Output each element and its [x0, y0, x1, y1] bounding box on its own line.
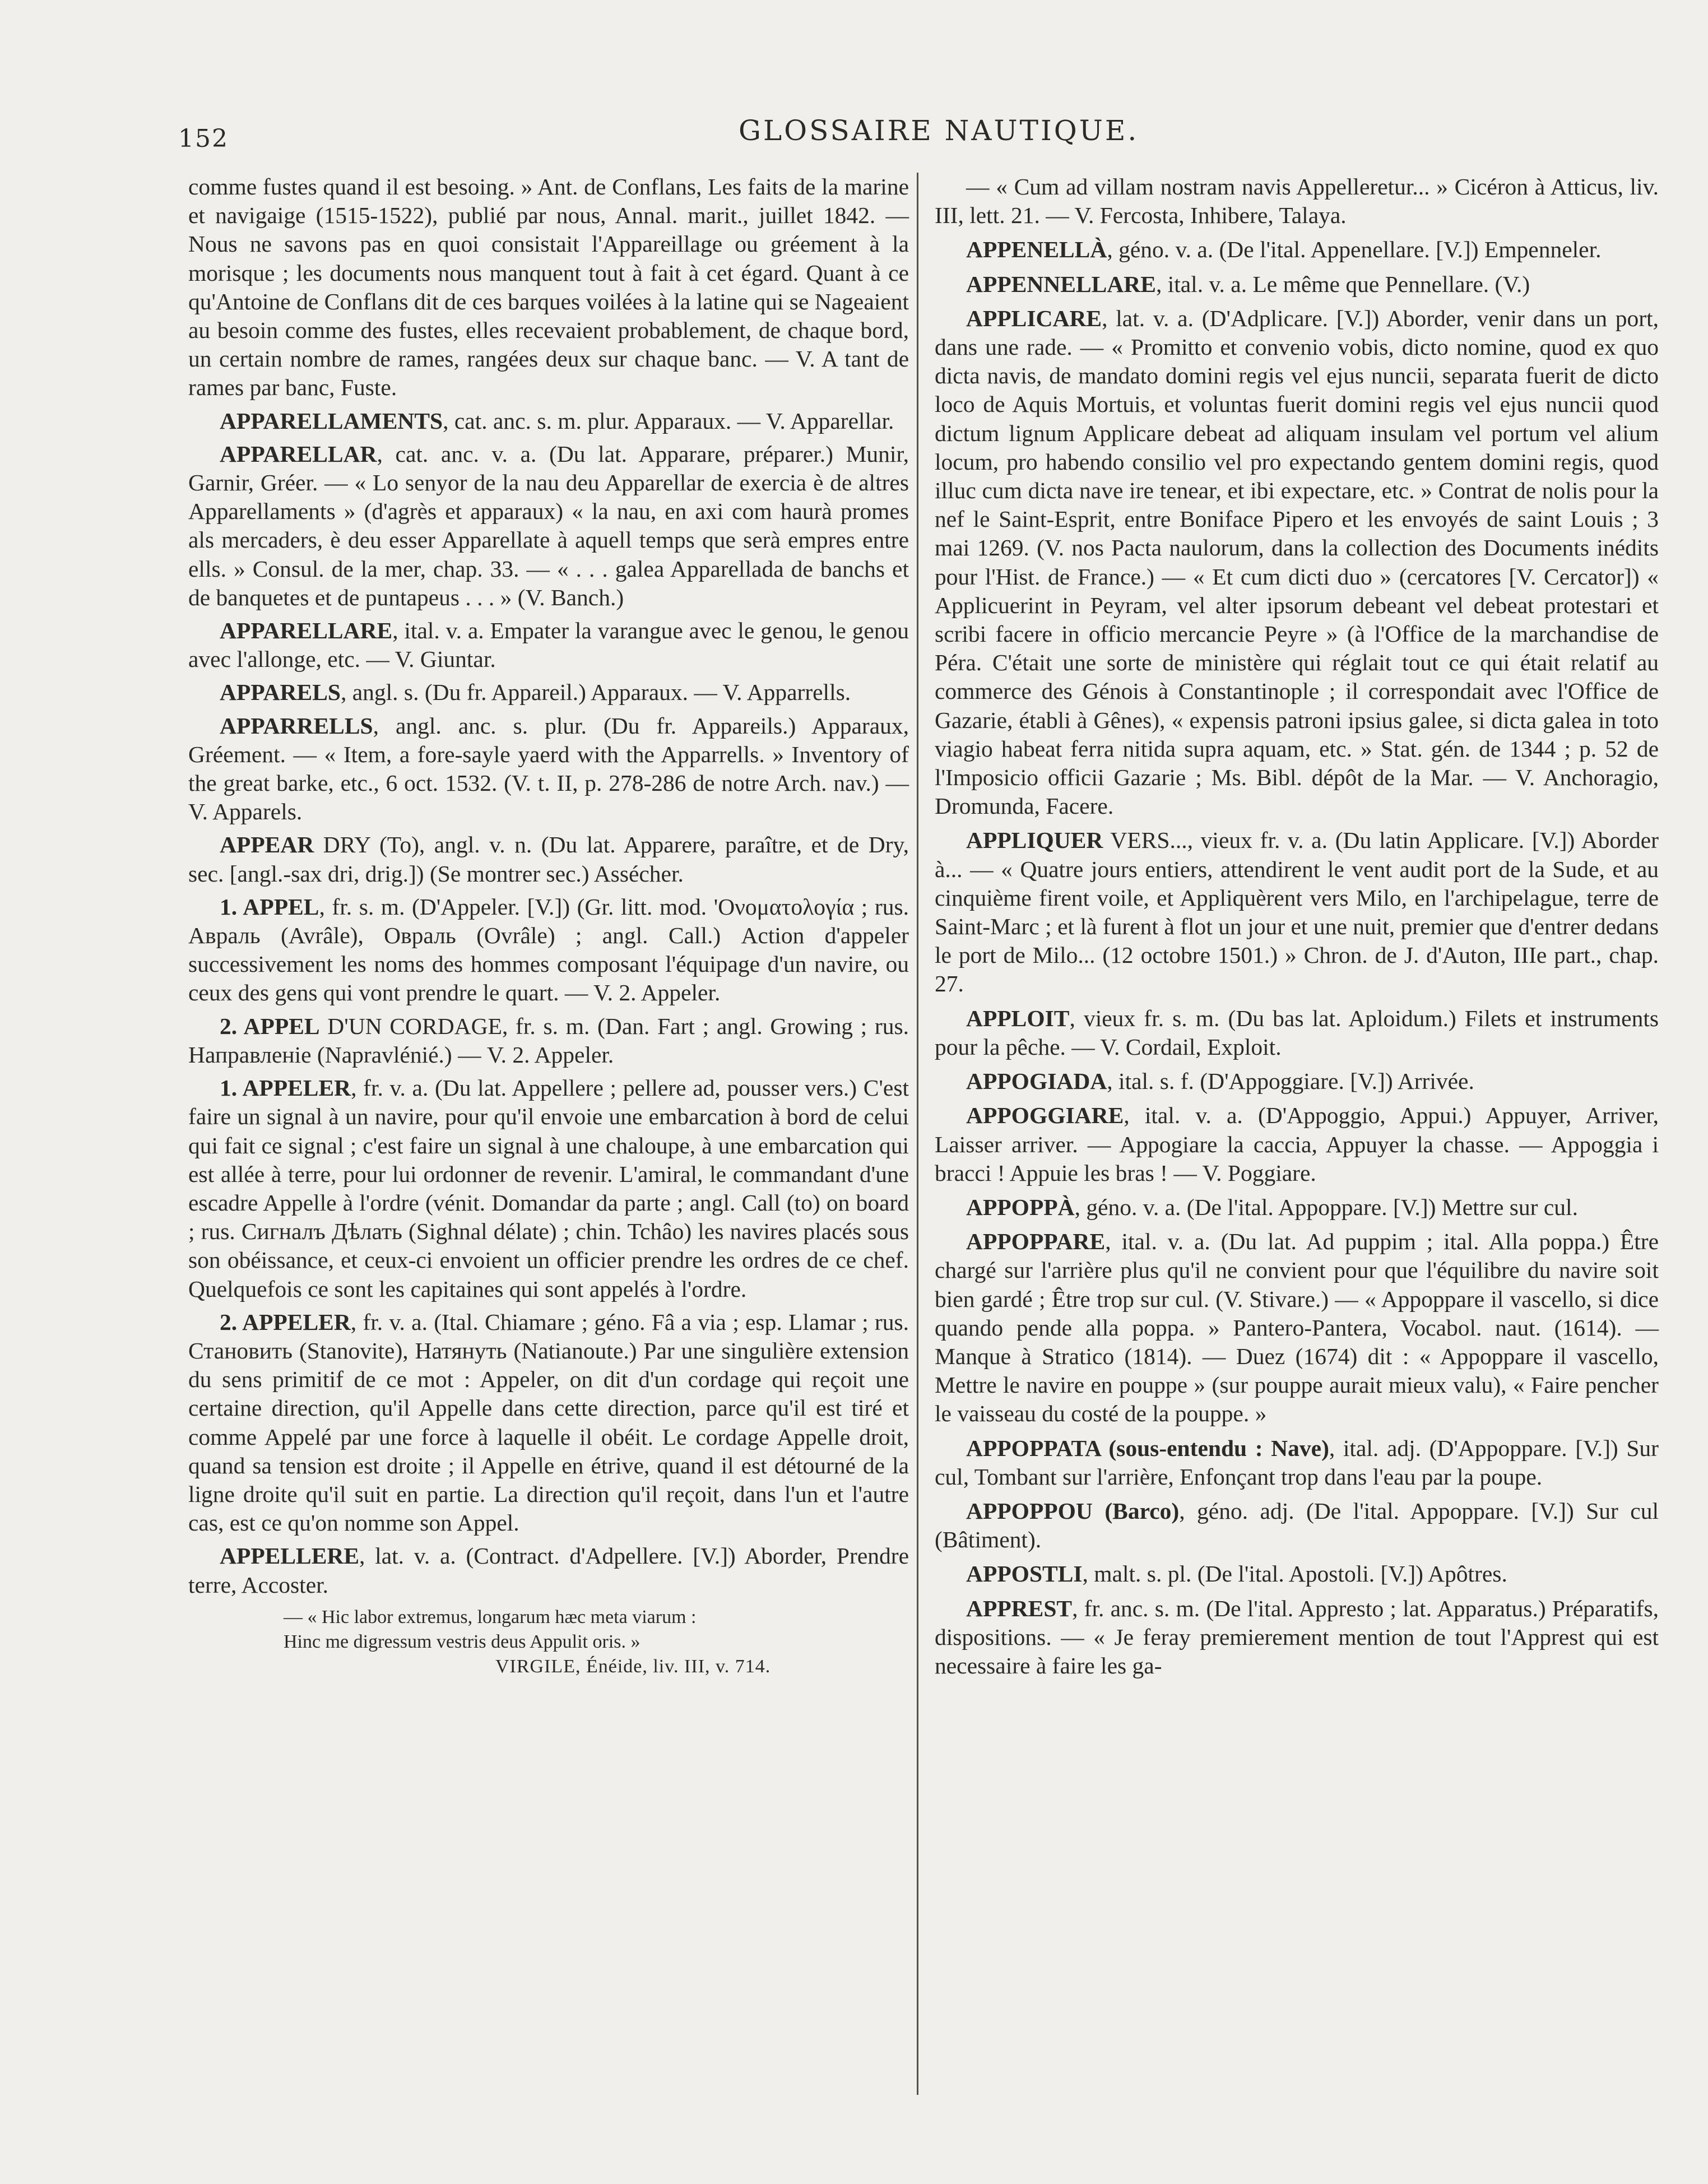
entry-appoppare: APPOPPARE, ital. v. a. (Du lat. Ad puppim ; ital. Alla poppa.) Être chargé sur l'arrière plus qu'il ne convient pour que l'équilibre du navire soit bien gardé ; Être trop sur cul. (V. Stivare.) — « Appoppare il vascello, si dice quando pende alla poppa. » Pantero-Pantera, Vocabol. naut. (1614). — Manque à Stratico (1814). — Duez (1674) dit : « Appoppare il vascello, Mettre le navire en pouppe » (sur pouppe aurait mieux valu), « Faire pencher le vaisseau du costé de la pouppe. »	[935, 1228, 1659, 1427]
entry-applicare: APPLICARE, lat. v. a. (D'Adplicare. [V.]) Aborder, venir dans un port, dans une rade. — « Promitto et convenio vobis, dicto nomine, quod ex quo dicta navis, de mandato domini regis vel ejus nuncii, separata fuerit de dicto loco de Aquis Mortuis, et voluntas fuerit domini regis vel ejus nuncii quod dictum lignum Applicare debeat ad aliquam insulam vel portum vel alium locum, pro habendo consilio vel pro expectando gentem domini regis, quod illuc cum dicta nave ire tenear, et ibi expectare, etc. » Contrat de nolis pour la nef le Saint-Esprit, entre Boniface Pipero et les envoyés de saint Louis ; 3 mai 1269. (V. nos Pacta naulorum, dans la collection des Documents inédits pour l'Hist. de France.) — « Et cum dicti duo » (cercatores [V. Cercator]) « Applicuerint in Peyram, vel alter ipsorum debeant vel debeat protestari et scribi facere in officio mercancie Peyre » (à l'Office de la marchandise de Péra. C'était une sorte de ministère qui réglait tout ce qui était relatif au commerce des Génois à Constantinople ; il correspondait avec l'Office de Gazarie, établi à Gênes), « expensis patroni ipsius galee, si dicta galea in toto viagio habeat ferra nitida supra aquam, etc. » Stat. gén. de 1344 ; p. 52 de l'Imposicio officii Gazarie ; Ms. Bibl. dépôt de la Mar. — V. Anchoragio, Dromunda, Facere.	[935, 305, 1659, 819]
quote-line-1: — « Hic labor extremus, longarum hæc meta viarum :	[284, 1606, 697, 1627]
entry-cicero-quote: — « Cum ad villam nostram navis Appelleretur... » Cicéron à Atticus, liv. III, lett. 21. — V. Fercosta, Inhibere, Talaya.	[935, 174, 1659, 229]
column-rule	[917, 173, 918, 2095]
running-head: GLOSSAIRE NAUTIQUE.	[739, 114, 1139, 147]
entry-appellere: APPELLERE, lat. v. a. (Contract. d'Adpellere. [V.]) Aborder, Prendre terre, Accoster.	[188, 1543, 909, 1598]
entry-appoppata: APPOPPATA (sous-entendu : Nave), ital. adj. (D'Appoppare. [V.]) Sur cul, Tombant sur l'arrière, Enfonçant trop dans l'eau par la poupe.	[935, 1435, 1659, 1490]
quote-attribution: VIRGILE, Énéide, liv. III, v. 714.	[495, 1656, 771, 1677]
entry-appeler-2: 2. APPELER, fr. v. a. (Ital. Chiamare ; géno. Fâ a via ; esp. Llamar ; rus. Становить (Stanovite), Натянуть (Natianoute.) Par une singulière extension du sens primitif de ce mot : Appeler, on dit d'un cordage qui reçoit une certaine direction, qu'il Appelle dans cette direction, parce qu'il est tiré et comme Appelé par une force à laquelle il obéit. Le cordage Appelle droit, quand sa tension est droite ; il Appelle en étrive, quand il est détourné de la ligne droite qu'il suit en partie. La direction qu'il reçoit, dans l'un et l'autre cas, est ce qu'on nomme son Appel.	[188, 1309, 909, 1536]
entry-continuation: comme fustes quand il est besoing. » Ant. de Conflans, Les faits de la marine et navigaige (1515-1522), publié par nous, Annal. marit., juillet 1842. — Nous ne savons pas en quoi consistait l'Appareillage ou gréement à la morisque ; les documents nous manquent tout à fait à cet égard. Quant à ce qu'Antoine de Conflans dit de ces barques voilées à la latine qui se Nageaient au besoin comme des fustes, elles recevaient probablement, de chaque bord, un certain nombre de rames, rangées deux sur chaque banc. — V. A tant de rames par banc, Fuste.	[188, 174, 909, 401]
entry-apparellar: APPARELLAR, cat. anc. v. a. (Du lat. Apparare, préparer.) Munir, Garnir, Gréer. — « Lo senyor de la nau deu Apparellar de exercia è de altres Apparellaments » (d'agrès et apparaux) « la nau, en axi com haurà promes als mercaders, è deu esser Apparellate à aquell temps que serà empres entre ells. » Consul. de la mer, chap. 33. — « . . . galea Apparellada de banchs et de banquetes et de puntapeus . . . » (V. Banch.)	[188, 440, 909, 610]
left-column	[188, 173, 909, 1679]
entry-appenella: APPENELLÀ, géno. v. a. (De l'ital. Appenellare. [V.]) Empenneler.	[966, 237, 1602, 263]
entry-apparrells: APPARRELLS, angl. anc. s. plur. (Du fr. Appareils.) Apparaux, Gréement. — « Item, a fore-sayle yaerd with the Apparrells. » Inventory of the great barke, etc., 6 oct. 1532. (V. t. II, p. 278-286 de notre Arch. nav.) — V. Apparels.	[188, 712, 909, 825]
entry-apparellare: APPARELLARE, ital. v. a. Empater la varangue avec le genou, le genou avec l'allonge, etc. — V. Giuntar.	[188, 618, 909, 673]
entry-appeler-1: 1. APPELER, fr. v. a. (Du lat. Appellere ; pellere ad, pousser vers.) C'est faire un signal à un navire, pour qu'il envoie une embarcation à bord de celui qui fait ce signal ; c'est faire un signal à une chaloupe, à une embarcation qui est allée à terre, pour lui ordonner de revenir. L'amiral, le commandant d'une escadre Appelle à l'ordre (vénit. Domandar da parte ; angl. Call (to) on board ; rus. Сигналъ Дѣлать (Sighnal délate) ; chin. Tchâo) les navires placés sous son obéissance, et ceux-ci envoient un officier prendre les ordres de ce chef. Quelquefois ce sont les capitaines qui sont appelés à l'ordre.	[188, 1075, 909, 1302]
entry-appostli: APPOSTLI, malt. s. pl. (De l'ital. Apostoli. [V.]) Apôtres.	[966, 1561, 1507, 1587]
entry-appel-dun-cordage: 2. APPEL D'UN CORDAGE, fr. s. m. (Dan. Fart ; angl. Growing ; rus. Направленіе (Napravlénié.) — V. 2. Appeler.	[188, 1013, 909, 1068]
page-number: 152	[178, 124, 229, 153]
entry-apprest: APPREST, fr. anc. s. m. (De l'ital. Appresto ; lat. Apparatus.) Préparatifs, dispositions. — « Je feray premierement mention de tout l'Apprest qui est necessaire à faire les ga-	[935, 1595, 1659, 1678]
entry-apploit: APPLOIT, vieux fr. s. m. (Du bas lat. Aploidum.) Filets et instruments pour la pêche. — V. Cordail, Exploit.	[935, 1005, 1659, 1060]
quote-line-2: Hinc me digressum vestris deus Appulit oris. »	[284, 1631, 640, 1652]
entry-appoggiare: APPOGGIARE, ital. v. a. (D'Appoggio, Appui.) Appuyer, Arriver, Laisser arriver. — Appogiare la caccia, Appuyer la chasse. — Appoggia i bracci ! Appuie les bras ! — V. Poggiare.	[935, 1102, 1659, 1186]
right-column	[935, 173, 1659, 1680]
virgil-quote	[188, 1605, 909, 1679]
entry-appoppou: APPOPPOU (Barco), géno. adj. (De l'ital. Appoppare. [V.]) Sur cul (Bâtiment).	[935, 1497, 1659, 1553]
entry-appennellare: APPENNELLARE, ital. v. a. Le même que Pennellare. (V.)	[966, 271, 1530, 297]
entry-appoppa: APPOPPÀ, géno. v. a. (De l'ital. Appoppare. [V.]) Mettre sur cul.	[966, 1194, 1578, 1220]
entry-appliquer-vers: APPLIQUER VERS..., vieux fr. v. a. (Du latin Applicare. [V.]) Aborder à... — « Quatre jours entiers, attendirent le vent audit port de la Sude, et au cinquième firent voile, et Appliquèrent vers Milo, en l'archipelague, terre de Saint-Marc ; et là furent à flot un jour et une nuit, premier que d'entrer dedans le port de Milo... (12 octobre 1501.) » Chron. de J. d'Auton, IIIe part., chap. 27.	[935, 827, 1659, 997]
entry-apparellaments: APPARELLAMENTS, cat. anc. s. m. plur. Apparaux. — V. Apparellar.	[220, 407, 894, 434]
entry-appogiada: APPOGIADA, ital. s. f. (D'Appoggiare. [V.]) Arrivée.	[966, 1068, 1474, 1095]
entry-apparels: APPARELS, angl. s. (Du fr. Appareil.) Apparaux. — V. Apparrells.	[220, 679, 851, 706]
entry-appel-1: 1. APPEL, fr. s. m. (D'Appeler. [V.]) (Gr. litt. mod. 'Ονοματολογία ; rus. Авраль (Avrâle), Овраль (Ovrâle) ; angl. Call.) Action d'appeler successivement les noms des hommes composant l'équipage d'un navire, ou ceux des gens qui vont prendre le quart. — V. 2. Appeler.	[188, 893, 909, 1006]
entry-appear-dry: APPEAR DRY (To), angl. v. n. (Du lat. Apparere, paraître, et de Dry, sec. [angl.-sax dri, drig.]) (Se montrer sec.) Assécher.	[188, 832, 909, 887]
